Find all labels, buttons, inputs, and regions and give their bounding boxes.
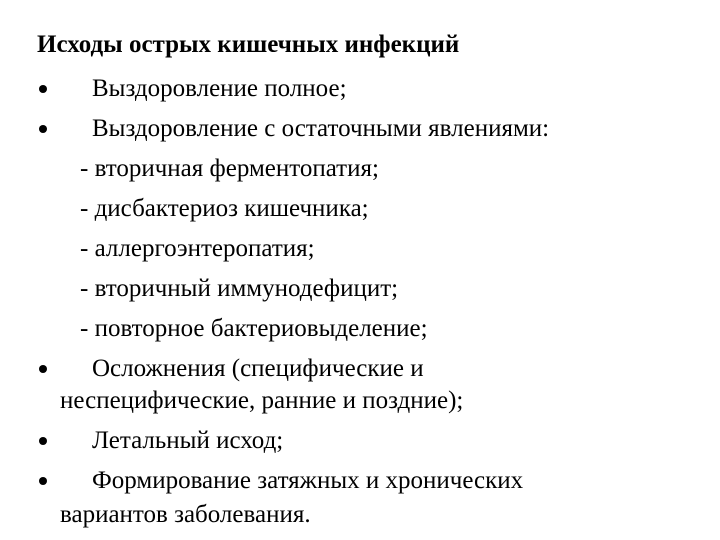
sub-item-fermentopathy: - вторичная ферментопатия; (80, 155, 379, 182)
list-item-complications: Осложнения (специфические и (92, 355, 424, 382)
list-item-full-recovery: Выздоровление полное; (92, 75, 347, 102)
slide-title: Исходы острых кишечных инфекций (37, 31, 460, 58)
sub-item-immunodeficiency: - вторичный иммунодефицит; (80, 275, 399, 302)
list-item-residual-recovery: Выздоровление с остаточными явлениями: (92, 115, 550, 142)
list-item-complications-cont: неспецифические, ранние и поздние); (60, 387, 464, 414)
sub-item-allergoenteropathy: - аллергоэнтеропатия; (80, 235, 315, 262)
sub-item-bacterial-shedding: - повторное бактериовыделение; (80, 315, 428, 342)
bullet-icon (37, 354, 49, 384)
bullet-icon (37, 114, 49, 144)
list-item-chronic-forms: Формирование затяжных и хронических (92, 467, 524, 494)
bullet-icon (37, 466, 49, 496)
list-item-chronic-forms-cont: вариантов заболевания. (60, 501, 311, 528)
bullet-icon (37, 74, 49, 104)
list-item-lethal-outcome: Летальный исход; (92, 427, 284, 454)
sub-item-dysbacteriosis: - дисбактериоз кишечника; (80, 195, 369, 222)
bullet-icon (37, 426, 49, 456)
